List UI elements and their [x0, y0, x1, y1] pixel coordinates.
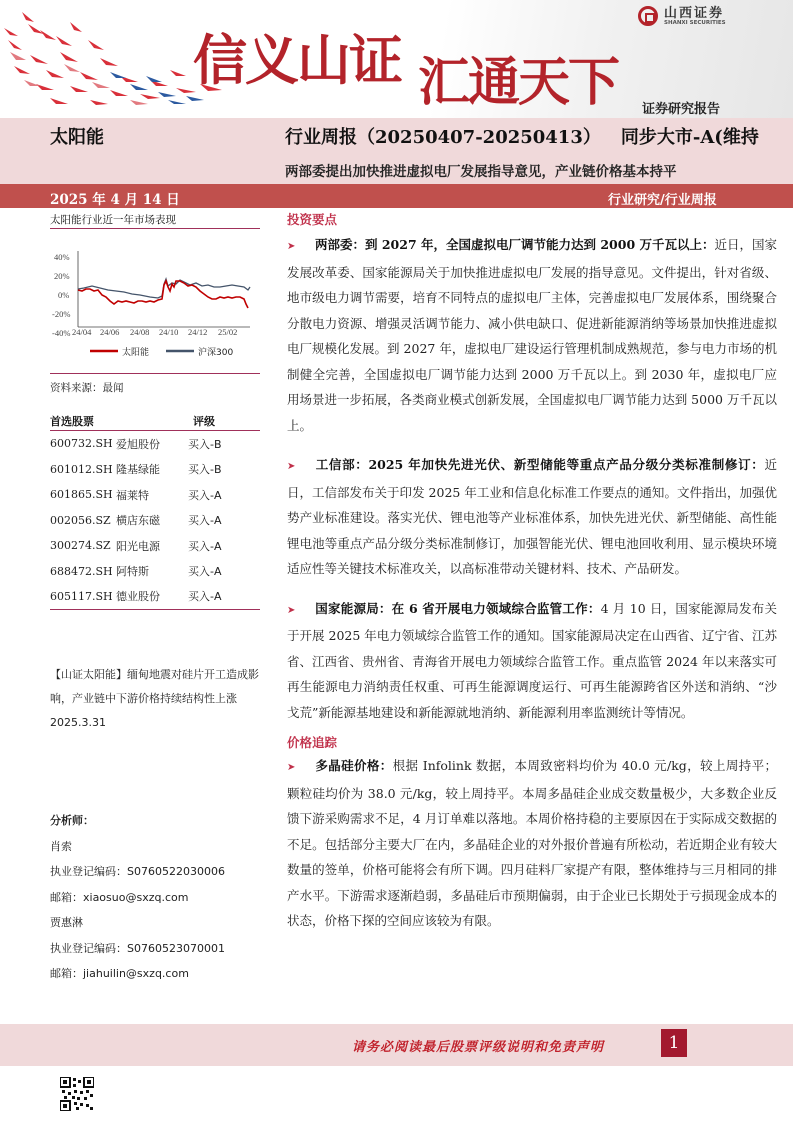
y-tick-label: 40% [54, 252, 70, 262]
market-performance-panel [50, 208, 260, 395]
stock-code: 300274.SZ [50, 539, 111, 553]
key-point-body: 4 月 10 日，国家能源局发布关于开展 2025 年电力领域综合监管工作的通知。国家能源局决定在山西省、辽宁省、江苏省、江西省、贵州省、青海省开展电力领域综合监管工作。重点监管 2024 年以来落实可再生能源电力消纳责任权重、可再生能源调度运行、可再生能源跨省区外送和消纳、“沙戈荒”新能源基地建设和新能源就地消纳、新能源利用率监测统计等情况。 [287, 600, 778, 720]
main-content [287, 210, 777, 934]
key-point-body: 近日，国家发展改革委、国家能源局关于加快推进虚拟电厂发展的指导意见。文件提出，针对省级、地市级电力调节需要，培育不同特点的虚拟电厂主体，完善虚拟电厂发展体系，围绕聚合分散电力资源、增强灵活调节能力、减小供电缺口、促进新能源消纳等场景加快推进虚拟电厂规模化发展。到 2027 年，虚拟电厂建设运行管理机制成熟规范，参与电力市场的机制健全完善，全国虚拟电厂调节能力达到 2000 万千瓦以上。到 2030 年，虚拟电厂应用场景进一步拓展，各类商业模式创新发展，全国虚拟电厂调节能力达到 5000 万千瓦以上。 [287, 237, 778, 433]
key-point [287, 452, 777, 582]
analyst-name: 肖索 [50, 839, 72, 853]
stock-code: 600732.SH [50, 437, 113, 451]
y-tick-label: 0% [58, 290, 70, 300]
report-category: 行业研究/行业周报 [608, 193, 717, 208]
analysts-label: 分析师： [50, 814, 94, 827]
table-row [50, 584, 260, 610]
y-tick-label: 20% [54, 271, 70, 281]
slogan-part2: 汇通天下 [418, 52, 619, 113]
stock-name: 福莱特 [116, 488, 149, 502]
table-row [50, 508, 260, 534]
price-point [287, 753, 777, 934]
disclaimer-notice[interactable]: 请务必阅读最后股票评级说明和免责声明 [352, 1040, 605, 1055]
stock-code: 688472.SH [50, 564, 113, 578]
stock-rating: 买入-A [188, 565, 222, 579]
report-title [285, 123, 759, 149]
report-date: 2025 年 4 月 14 日 [50, 192, 180, 208]
brand-name: 山西证券 [664, 5, 725, 21]
legend-label-hs300: 沪深300 [198, 348, 234, 358]
chart-source: 资料来源：最闻 [50, 373, 260, 395]
table-header [50, 413, 260, 431]
series-solar-line [78, 281, 248, 308]
stock-name: 德业股份 [116, 590, 160, 604]
stock-name: 横店东磁 [116, 514, 160, 528]
stock-code: 002056.SZ [50, 513, 111, 527]
key-point [287, 596, 777, 726]
table-row [50, 559, 260, 585]
stock-code: 605117.SH [50, 589, 113, 603]
section-title-price-tracking: 价格追踪 [287, 735, 338, 750]
arrow-bullet-icon: ➤ [287, 461, 296, 472]
stock-code: 601865.SH [50, 488, 113, 502]
stock-rating: 买入-A [188, 514, 222, 528]
qr-code-icon [60, 1077, 94, 1111]
x-tick-label: 24/12 [188, 327, 208, 337]
shanxi-securities-logo-icon [638, 6, 658, 26]
stock-code: 601012.SH [50, 462, 113, 476]
analyst-reg-number: 执业登记编码：S0760523070001 [50, 941, 225, 955]
analyst-reg-number: 执业登记编码：S0760522030006 [50, 865, 225, 878]
arrow-bullet-icon: ➤ [287, 762, 296, 773]
table-row [50, 431, 260, 457]
stock-rating: 买入-A [188, 539, 222, 553]
x-tick-label: 25/02 [218, 327, 238, 337]
key-point-heading: 两部委：到 2027 年，全国虚拟电厂调节能力达到 2000 万千瓦以上： [315, 237, 715, 252]
stock-rating: 买入-B [188, 437, 222, 451]
stock-rating: 买入-A [188, 488, 222, 502]
industry-name: 太阳能 [50, 127, 104, 148]
line-chart-svg [50, 229, 260, 369]
price-point-heading: 多晶硅价格： [315, 758, 393, 773]
report-title-text: 行业周报（20250407-20250413） [285, 127, 601, 148]
stock-name: 阳光电源 [116, 539, 160, 553]
y-tick-label: -20% [52, 309, 71, 319]
key-point-heading: 工信部：2025 年加快先进光伏、新型储能等重点产品分级分类标准制修订： [315, 457, 765, 472]
stock-name: 爱旭股份 [116, 437, 160, 451]
related-report-link[interactable]: 【山证太阳能】缅甸地震对硅片开工造成影响，产业链中下游价格持续结构性上涨 2025.3.31 [50, 668, 259, 729]
table-row [50, 482, 260, 508]
header-stock: 首选股票 [50, 415, 94, 428]
analyst-email[interactable]: 邮箱：jiahuilin@sxzq.com [50, 967, 189, 980]
analyst-name: 贾惠淋 [50, 916, 83, 929]
brand-name-en: SHANXI SECURITIES [664, 19, 726, 26]
industry-rating: 同步大市-A(维持 [620, 127, 759, 148]
price-point-body: 根据 Infolink 数据，本周致密料均价为 40.0 元/kg，较上周持平；颗粒硅均价为 38.0 元/kg，较上周持平。本周多晶硅企业成交数量极少，大多数企业反馈下游采购需求不足，4 月订单难以落地。本周价格持稳的主要原因在于实际成交数据的不足。包括部分主要大厂在内，多晶硅企业的对外报价普遍有所松动，若近期企业有较大数量的签单，价格可能将会有所下调。四月硅料厂家提产有限，整体维持与三月相同的排产水平。下游需求逐渐趋弱，多晶硅后市预期偏弱，由于企业已长期处于亏损现金成本的状态，价格下探的空间应该较为有限。 [287, 758, 777, 928]
key-point-body: 近日，工信部发布关于印发 2025 年工业和信息化标准工作要点的通知。文件指出，加强优势产业标准建设。落实光伏、锂电池等产业标准体系，加快先进光伏、新型储能、高性能锂电池等重点产品分级分类标准制修订，加强智能光伏、锂电池回收利用、显示模块环境适应性等关键技术标准攻关，以高标准带动关键材料、技术、产品研发。 [287, 457, 777, 576]
report-subtitle: 两部委提出加快推进虚拟电厂发展指导意见，产业链价格基本持平 [285, 164, 677, 180]
header-rating: 评级 [193, 415, 215, 428]
stock-rating: 买入-A [188, 590, 222, 604]
stock-rating: 买入-B [188, 463, 222, 477]
y-tick-label: -40% [52, 328, 71, 338]
stock-picks-table [50, 413, 260, 610]
x-tick-label: 24/04 [72, 327, 92, 337]
stock-name: 隆基绿能 [116, 463, 160, 477]
page-number: 1 [661, 1029, 687, 1057]
legend-label-solar: 太阳能 [122, 348, 150, 358]
arrow-bullet-icon: ➤ [287, 604, 296, 616]
x-tick-label: 24/10 [159, 327, 179, 337]
slogan-part1: 信义山证 [193, 28, 401, 92]
brand-logo-block [638, 6, 726, 26]
key-point [287, 232, 777, 438]
key-point-heading: 国家能源局：在 6 省开展电力领域综合监管工作： [315, 600, 601, 616]
report-type: 证券研究报告 [642, 102, 721, 117]
table-row [50, 533, 260, 559]
table-row [50, 457, 260, 483]
x-tick-label: 24/08 [130, 327, 150, 337]
analysts-block [50, 808, 265, 987]
analyst-email[interactable]: 邮箱：xiaosuo@sxzq.com [50, 890, 189, 904]
arrow-bullet-icon: ➤ [287, 241, 296, 252]
market-performance-chart [50, 229, 260, 369]
section-title-investment-points: 投资要点 [287, 212, 338, 227]
report-banner [0, 0, 793, 118]
stock-name: 阿特斯 [116, 565, 149, 579]
chart-title: 太阳能行业近一年市场表现 [50, 208, 260, 229]
x-tick-label: 24/06 [100, 327, 120, 337]
